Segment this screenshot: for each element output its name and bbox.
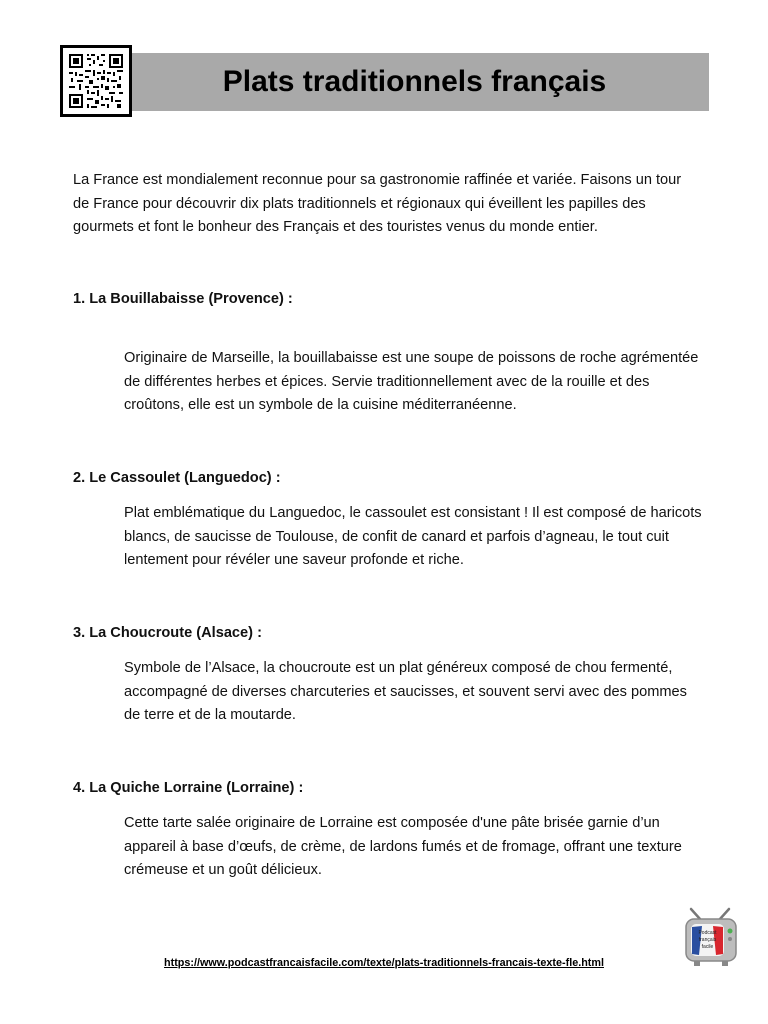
dish-heading-cassoulet: 2. Le Cassoulet (Languedoc) : [73, 470, 281, 486]
page-title: Plats traditionnels français [222, 65, 607, 98]
tv-logo-text-2: français [698, 937, 717, 943]
dish-heading-choucroute: 3. La Choucroute (Alsace) : [73, 625, 262, 641]
tv-logo-text-1: Podcast [698, 930, 717, 936]
source-link[interactable]: https://www.podcastfrancaisfacile.com/texte/plats-traditionnels-francais-texte-fle.html [164, 957, 604, 969]
tv-logo-text-3: facile [701, 944, 714, 950]
dish-heading-quiche: 4. La Quiche Lorraine (Lorraine) : [73, 780, 304, 796]
dish-text-quiche: Cette tarte salée originaire de Lorraine est composée d'une pâte brisée garnie d’un appareil à base d’œufs, de crème, de lardons fumés et de fromage, offrant une texture crémeuse et un goût délicieux. [124, 815, 682, 878]
dish-heading-bouillabaisse: 1. La Bouillabaisse (Provence) : [73, 291, 293, 307]
intro-paragraph: La France est mondialement reconnue pour sa gastronomie raffinée et variée. Faisons un tour de France pour découvrir dix plats traditionnels et régionaux qui éveillent les papilles des gourmets et font le bonheur des Français et des touristes venus du monde entier. [73, 172, 682, 235]
qr-code-icon [67, 52, 125, 110]
dish-text-bouillabaisse: Originaire de Marseille, la bouillabaisse est une soupe de poissons de roche agrémentée de différentes herbes et épices. Servie traditionnellement avec de la rouille et des croûtons, elle est un symbole de la cuisine méditerranéenne. [124, 350, 699, 413]
qr-code [60, 45, 132, 117]
dish-text-cassoulet: Plat emblématique du Languedoc, le cassoulet est consistant ! Il est composé de haricots blancs, de saucisse de Toulouse, de confit de canard et parfois d’agneau, le tout cuit lentement pour révéler une saveur profonde et riche. [124, 505, 702, 568]
dish-text-choucroute: Symbole de l’Alsace, la choucroute est un plat généreux composé de chou fermenté, accompagné de diverses charcuteries et saucisses, et souvent servi avec des pommes de terre et de la moutarde. [124, 660, 687, 723]
